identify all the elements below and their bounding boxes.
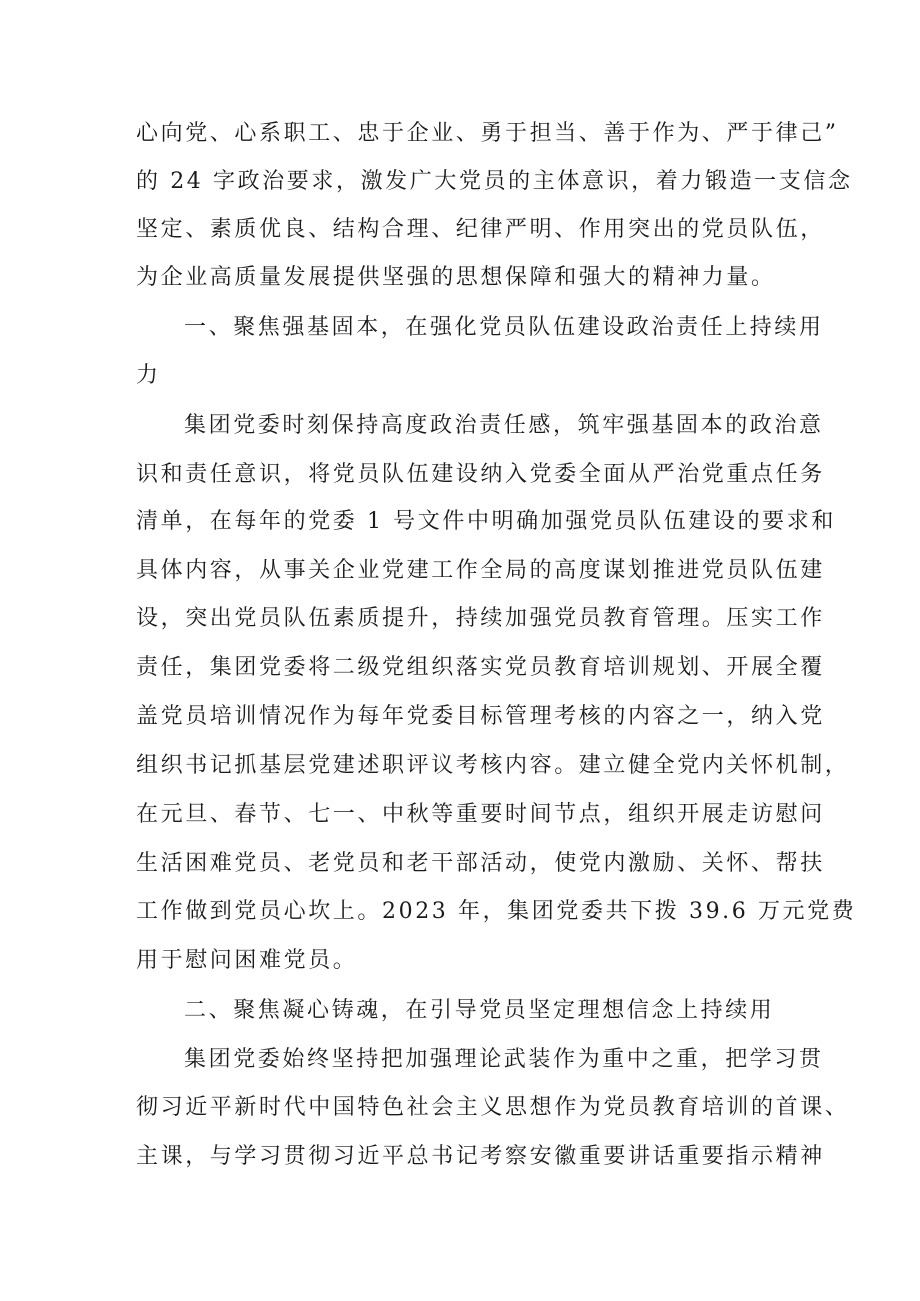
text-line: 识和责任意识，将党员队伍建设纳入党委全面从严治党重点任务 (136, 462, 825, 487)
text-line: 组织书记抓基层党建述职评议考核内容。建立健全党内关怀机制， (136, 753, 850, 778)
text-line: 集团党委始终坚持把加强理论武装作为重中之重，把学习贯 (184, 1047, 824, 1072)
text-line: 盖党员培训情况作为每年党委目标管理考核的内容之一，纳入党 (136, 704, 825, 729)
text-line: 工作做到党员心坎上。2023 年，集团党委共下拨 39.6 万元党费 (136, 899, 857, 924)
text-line: 在元旦、春节、七一、中秋等重要时间节点，组织开展走访慰问 (136, 802, 825, 827)
text-line: 责任，集团党委将二级党组织落实党员教育培训规划、开展全覆 (136, 655, 825, 680)
section-heading-2: 二、聚焦凝心铸魂，在引导党员坚定理想信念上持续用 (184, 998, 775, 1023)
section-heading-1: 一、聚焦强基固本，在强化党员队伍建设政治责任上持续用 (184, 315, 824, 340)
text-line: 生活困难党员、老党员和老干部活动，使党内激励、关怀、帮扶 (136, 851, 825, 876)
section-heading-1-continued: 力 (136, 363, 161, 388)
text-line: 集团党委时刻保持高度政治责任感，筑牢强基固本的政治意 (184, 413, 824, 438)
text-line: 为企业高质量发展提供坚强的思想保障和强大的精神力量。 (136, 265, 776, 290)
text-line: 的 24 字政治要求，激发广大党员的主体意识，着力锻造一支信念 (136, 169, 853, 194)
text-line: 主课，与学习贯彻习近平总书记考察安徽重要讲话重要指示精神 (136, 1144, 825, 1169)
text-line: 具体内容，从事关企业党建工作全局的高度谋划推进党员队伍建 (136, 558, 825, 583)
text-line: 设，突出党员队伍素质提升，持续加强党员教育管理。压实工作 (136, 606, 825, 631)
text-line: 心向党、心系职工、忠于企业、勇于担当、善于作为、严于律己” (136, 121, 839, 146)
text-line: 用于慰问困难党员。 (136, 948, 358, 973)
text-line: 彻习近平新时代中国特色社会主义思想作为党员教育培训的首课、 (136, 1095, 850, 1120)
text-line: 清单，在每年的党委 1 号文件中明确加强党员队伍建设的要求和 (136, 509, 836, 534)
text-line: 坚定、素质优良、结构合理、纪律严明、作用突出的党员队伍， (136, 217, 825, 242)
